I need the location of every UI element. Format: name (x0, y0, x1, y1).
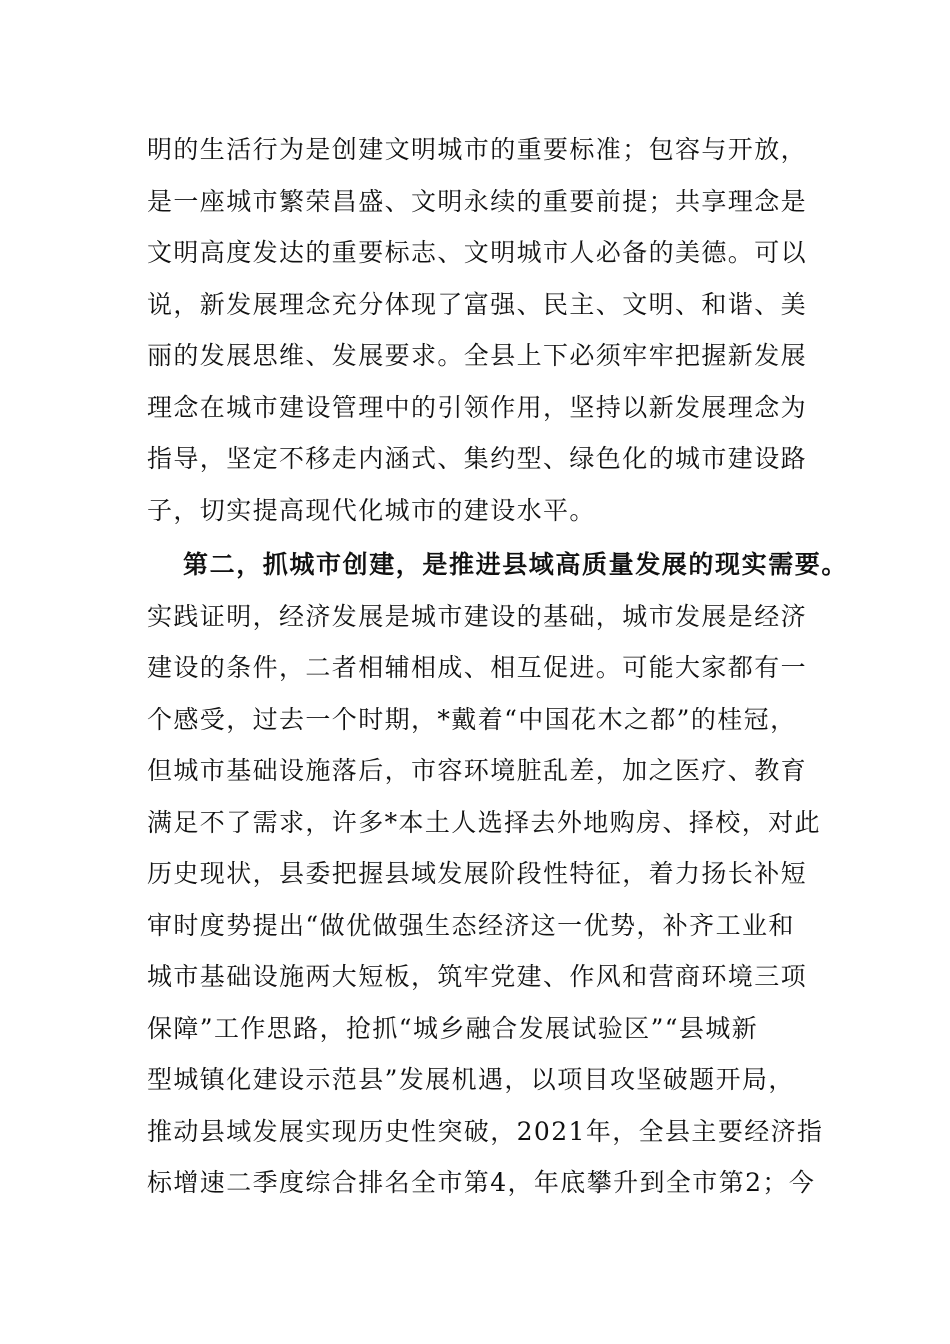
text-line: 建设的条件，二者相辅相成、相互促进。可能大家都有一 (147, 653, 808, 682)
text-line: 实践证明，经济发展是城市建设的基础，城市发展是经济 (147, 601, 808, 631)
text-line: 审时度势提出“做优做强生态经济这一优势，补齐工业和 (147, 910, 795, 940)
text-line: 推动县域发展实现历史性突破，2021年，全县主要经济指 (147, 1116, 824, 1146)
text-line: 型城镇化建设示范县”发展机遇，以项目攻坚破题开局， (147, 1065, 795, 1094)
text-line: 历史现状，县委把握县域发展阶段性特征，着力扬长补短 (147, 859, 808, 888)
section-heading: 第二，抓城市创建，是推进县域高质量发展的现实需要。 (183, 550, 849, 579)
text-line: 丽的发展思维、发展要求。全县上下必须牢牢把握新发展 (147, 341, 808, 370)
text-line: 说，新发展理念充分体现了富强、民主、文明、和谐、美 (147, 289, 808, 319)
text-line: 明的生活行为是创建文明城市的重要标准；包容与开放， (147, 135, 808, 164)
text-line: 但城市基础设施落后，市容环境脏乱差，加之医疗、教育 (147, 756, 808, 785)
text-line: 指导，坚定不移走内涵式、集约型、绿色化的城市建设路 (147, 444, 808, 473)
text-line: 满足不了需求，许多*本土人选择去外地购房、择校，对此 (147, 807, 821, 837)
text-line: 文明高度发达的重要标志、文明城市人必备的美德。可以 (147, 238, 808, 267)
paragraph-1 (147, 124, 827, 536)
paragraph-2 (147, 539, 849, 1209)
text-line: 个感受，过去一个时期，*戴着“中国花木之都”的桂冠， (147, 704, 797, 734)
text-line: 是一座城市繁荣昌盛、文明永续的重要前提；共享理念是 (147, 186, 808, 216)
text-line: 保障”工作思路，抢抓“城乡融合发展试验区”“县城新 (147, 1013, 759, 1043)
text-line: 城市基础设施两大短板，筑牢党建、作风和营商环境三项 (147, 962, 808, 991)
text-line: 理念在城市建设管理中的引领作用，坚持以新发展理念为 (147, 392, 808, 422)
text-line: 子，切实提高现代化城市的建设水平。 (147, 495, 596, 525)
text-line: 标增速二季度综合排名全市第4，年底攀升到全市第2；今 (147, 1168, 816, 1197)
